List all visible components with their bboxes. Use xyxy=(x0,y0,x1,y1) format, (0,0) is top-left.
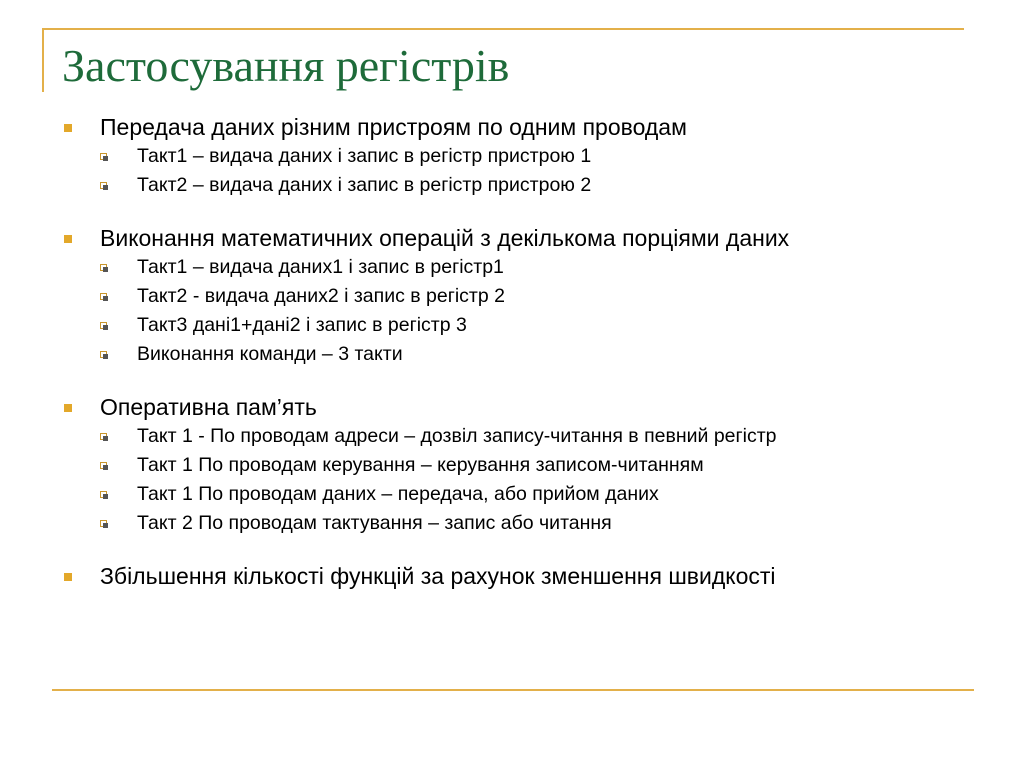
section-function-increase xyxy=(62,561,962,591)
hollow-square-bullet-icon xyxy=(100,491,107,498)
bullet-level2 xyxy=(62,424,877,448)
slide-content xyxy=(62,112,962,617)
bullet-level2-text: Такт1 – видача даних і запис в регістр пристрою 1 xyxy=(137,145,592,167)
bullet-level1 xyxy=(62,392,962,422)
hollow-square-bullet-icon xyxy=(100,264,107,271)
section-math-operations xyxy=(62,223,962,366)
bullet-level2 xyxy=(62,313,877,337)
bullet-level1 xyxy=(62,112,962,142)
hollow-square-bullet-icon xyxy=(100,322,107,329)
hollow-square-bullet-icon xyxy=(100,462,107,469)
bullet-level2 xyxy=(62,284,877,308)
bullet-level2-text: Такт1 – видача даних1 і запис в регістр1 xyxy=(137,256,504,278)
square-bullet-icon xyxy=(64,124,72,132)
hollow-square-bullet-icon xyxy=(100,153,107,160)
bullet-level2 xyxy=(62,144,877,168)
bullet-level2-text: Такт 1 По проводам керування – керування записом-читанням xyxy=(137,454,704,476)
bullet-level2-text: Такт 2 По проводам тактування – запис або читання xyxy=(137,512,612,534)
bullet-level1 xyxy=(62,561,962,591)
section-ram xyxy=(62,392,962,535)
bullet-level1 xyxy=(62,223,962,253)
bullet-level1-text: Оперативна пам’ять xyxy=(100,394,317,420)
section-data-transfer xyxy=(62,112,962,197)
bullet-level2 xyxy=(62,342,877,366)
bullet-level2-text: Такт2 - видача даних2 і запис в регістр 2 xyxy=(137,285,505,307)
hollow-square-bullet-icon xyxy=(100,433,107,440)
frame-left-line xyxy=(42,28,44,92)
hollow-square-bullet-icon xyxy=(100,351,107,358)
bullet-level1-text: Збільшення кількості функцій за рахунок зменшення швидкості xyxy=(100,563,776,589)
square-bullet-icon xyxy=(64,573,72,581)
frame-bottom-line xyxy=(52,689,974,691)
bullet-level2-text: Виконання команди – 3 такти xyxy=(137,343,403,365)
bullet-level1-text: Передача даних різним пристроям по одним проводам xyxy=(100,114,687,140)
hollow-square-bullet-icon xyxy=(100,182,107,189)
bullet-level2 xyxy=(62,482,877,506)
bullet-level2 xyxy=(62,255,877,279)
square-bullet-icon xyxy=(64,235,72,243)
hollow-square-bullet-icon xyxy=(100,520,107,527)
bullet-level1-text: Виконання математичних операцій з декількома порціями даних xyxy=(100,225,790,251)
hollow-square-bullet-icon xyxy=(100,293,107,300)
bullet-level2 xyxy=(62,511,877,535)
bullet-level2 xyxy=(62,173,877,197)
slide-title: Застосування регістрів xyxy=(62,40,510,91)
bullet-level2 xyxy=(62,453,877,477)
bullet-level2-text: Такт 1 По проводам даних – передача, або прийом даних xyxy=(137,483,659,505)
bullet-level2-text: Такт 1 - По проводам адреси – дозвіл запису-читання в певний регістр xyxy=(137,425,777,447)
square-bullet-icon xyxy=(64,404,72,412)
frame-top-line xyxy=(42,28,964,30)
bullet-level2-text: Такт3 дані1+дані2 і запис в регістр 3 xyxy=(137,314,467,336)
bullet-level2-text: Такт2 – видача даних і запис в регістр пристрою 2 xyxy=(137,174,592,196)
